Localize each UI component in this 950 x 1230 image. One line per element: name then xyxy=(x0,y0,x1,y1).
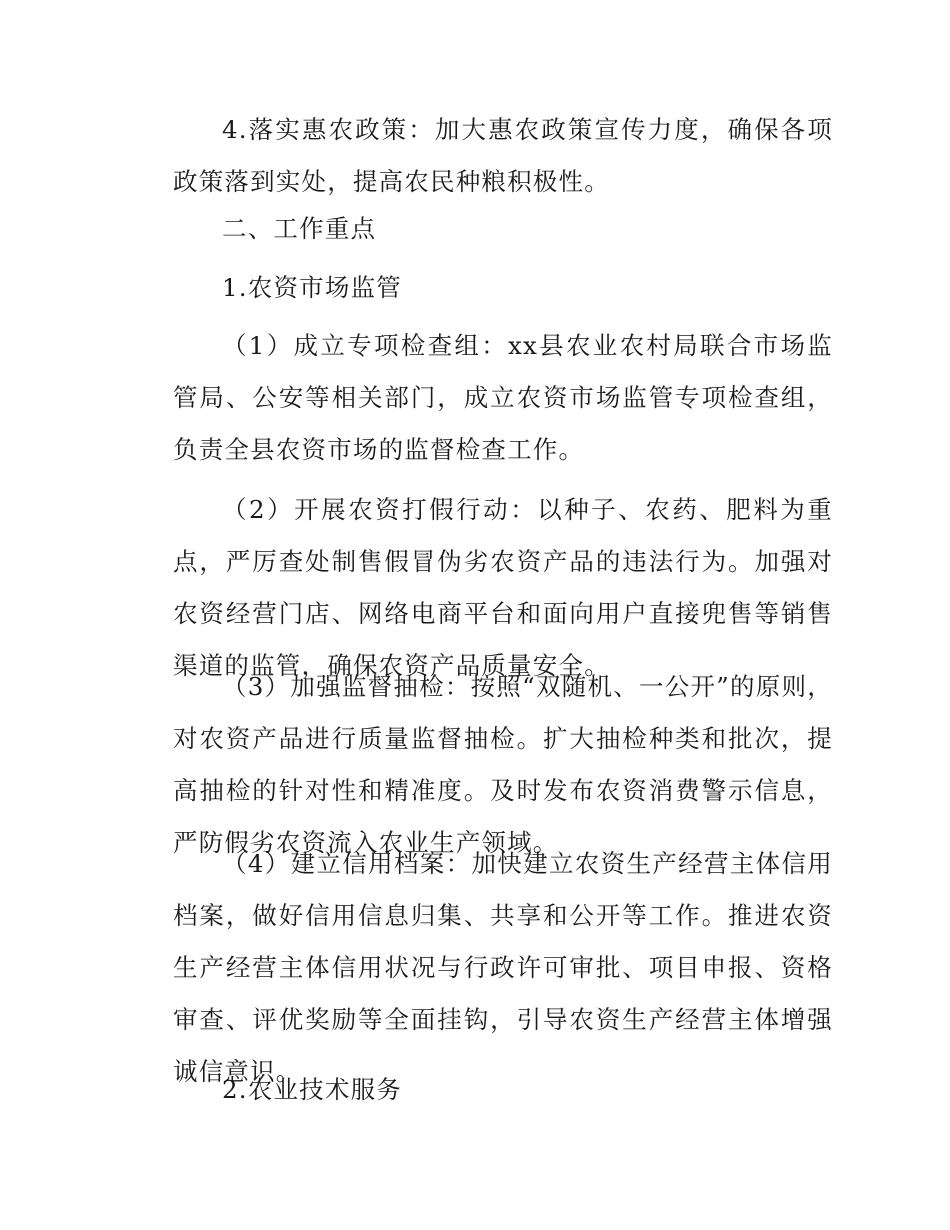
paragraph-inspection-team: （1）成立专项检查组：xx县农业农村局联合市场监管局、公安等相关部门，成立农资市场监管专项检查组，负责全县农资市场的监督检查工作。 xyxy=(173,331,833,464)
paragraph-anti-counterfeit: （2）开展农资打假行动：以种子、农药、肥料为重点，严厉查处制售假冒伪劣农资产品的违法行为。加强对农资经营门店、网络电商平台和面向用户直接兜售等销售渠道的监管，确保农资产品质量安全。 xyxy=(173,495,833,680)
paragraph-quality-sampling: （3）加强监督抽检：按照“双随机、一公开”的原则，对农资产品进行质量监督抽检。扩大抽检种类和批次，提高抽检的针对性和精准度。及时发布农资消费警示信息，严防假劣农资流入农业生产领域。 xyxy=(173,672,833,857)
subheading-agri-tech-service: 2.农业技术服务 xyxy=(222,1075,402,1104)
section-heading-work-focus: 二、工作重点 xyxy=(222,214,377,243)
subheading-agri-input-market: 1.农资市场监管 xyxy=(222,273,402,302)
paragraph-credit-records: （4）建立信用档案：加快建立农资生产经营主体信用档案，做好信用信息归集、共享和公开等工作。推进农资生产经营主体信用状况与行政许可审批、项目申报、资格审查、评优奖励等全面挂钩，引导农资生产经营主体增强诚信意识。 xyxy=(173,849,833,1086)
paragraph-hui-nong-policy: 4.落实惠农政策：加大惠农政策宣传力度，确保各项政策落到实处，提高农民种粮积极性。 xyxy=(173,115,833,196)
